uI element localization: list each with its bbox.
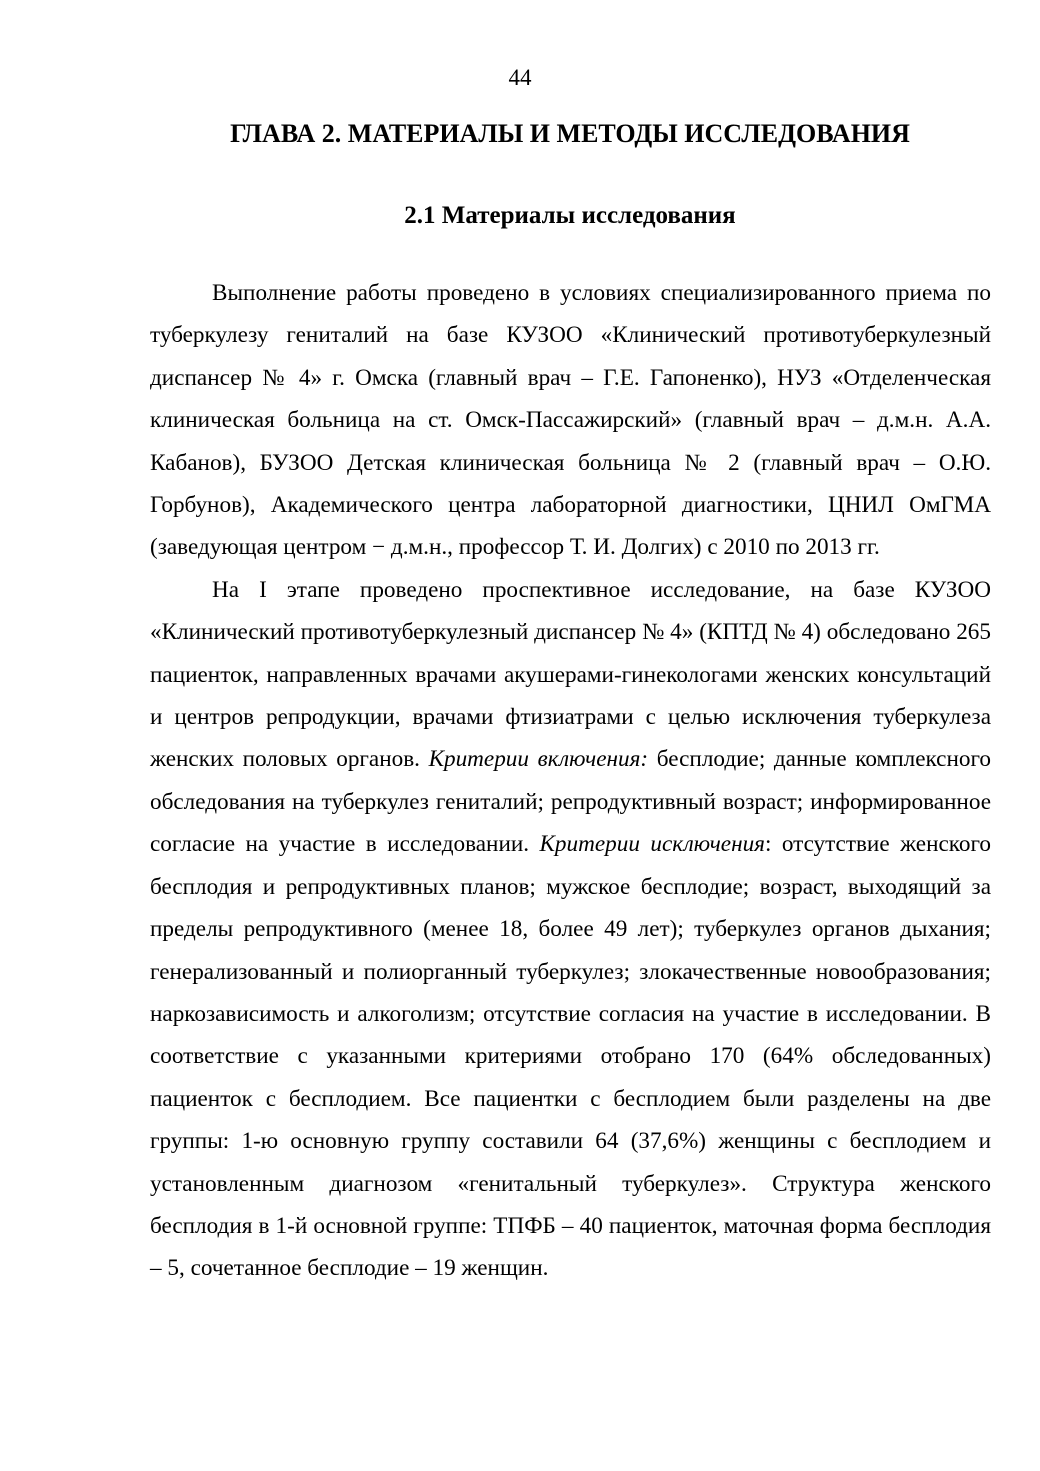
chapter-title: ГЛАВА 2. МАТЕРИАЛЫ И МЕТОДЫ ИССЛЕДОВАНИЯ xyxy=(230,119,910,148)
exclusion-criteria-label: Критерии исключения xyxy=(539,831,765,858)
paragraph-2-part-1: На I этапе проведено проспективное исследование, на базе КУЗОО «Клинический противотуберкулезный диспансер № 4» (КПТД № 4) обследовано 265 пациенток, направленных врачами акушерами-гинекологами женских консультаций и центров репродукции, врачами фтизиатрами с целью исключения туберкулеза женских половых органов. xyxy=(150,576,991,773)
inclusion-criteria-label: Критерии включения: xyxy=(428,746,649,773)
page-number: 44 xyxy=(508,65,532,90)
paragraph-2-part-3: : отсутствие женского бесплодия и репродуктивных планов; мужское бесплодие; возраст, выходящий за пределы репродуктивного (менее 18, более 49 лет); туберкулез органов дыхания; генерализованный и полиорганный туберкулез; злокачественные новообразования; наркозависимость и алкоголизм; отсутствие согласия на участие в исследовании. В соответствие с указанными критериями отобрано 170 (64% обследованных) пациенток с бесплодием. Все пациентки с бесплодием были разделены на две группы: 1-ю основную группу составили 64 (37,6%) женщины с бесплодием и установленным диагнозом «генитальный туберкулез». Структура женского бесплодия в 1-й основной группе: ТПФБ – 40 пациенток, маточная форма бесплодия – 5, сочетанное бесплодие – 19 женщин. xyxy=(150,831,991,1282)
paragraph-2-part-2: бесплодие; данные комплексного обследования на туберкулез гениталий; репродуктивный возраст; информированное согласие на участие в исследовании. xyxy=(150,746,991,858)
section-title: 2.1 Материалы исследования xyxy=(404,202,736,229)
paragraph-2 xyxy=(150,569,991,1290)
body-text xyxy=(150,272,991,1290)
paragraph-1: Выполнение работы проведено в условиях специализированного приема по туберкулезу гениталий на базе КУЗОО «Клинический противотуберкулезный диспансер № 4» г. Омска (главный врач – Г.Е. Гапоненко), НУЗ «Отделенческая клиническая больница на ст. Омск-Пассажирский» (главный врач – д.м.н. А.А. Кабанов), БУЗОО Детская клиническая больница № 2 (главный врач – О.Ю. Горбунов), Академического центра лабораторной диагностики, ЦНИЛ ОмГМА (заведующая центром − д.м.н., профессор Т. И. Долгих) с 2010 по 2013 гг. xyxy=(150,280,991,561)
